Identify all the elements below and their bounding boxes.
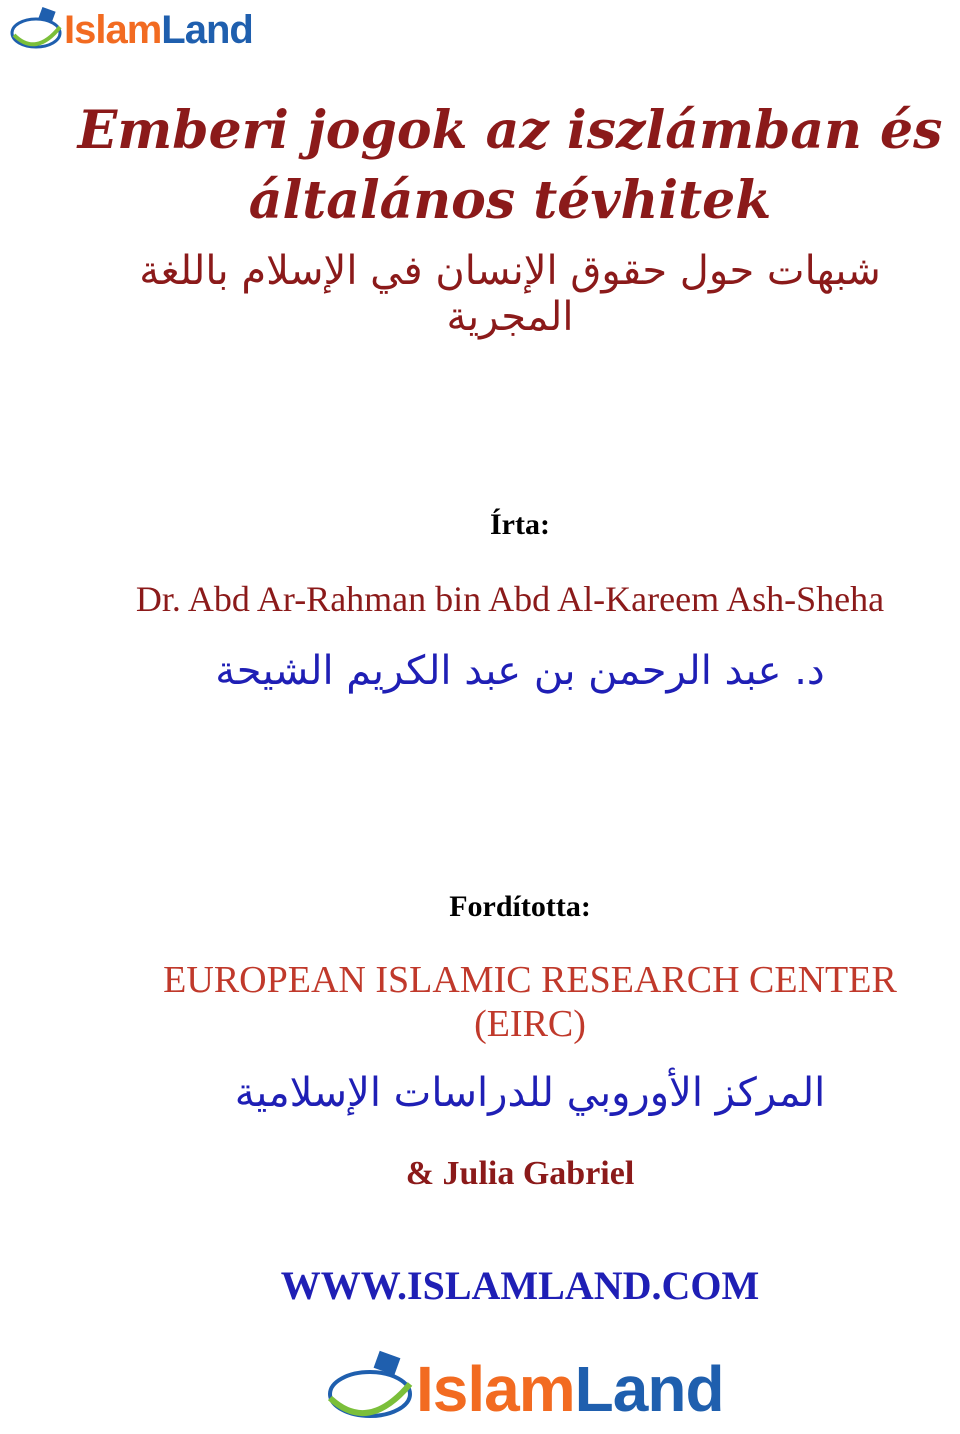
globe-icon [6, 5, 64, 55]
translator-label: Fordította: [449, 890, 591, 923]
title-line-2: általános tévhitek [248, 170, 772, 231]
logo-word-land: Land [574, 1353, 724, 1425]
islamland-logo-bottom [320, 1350, 724, 1428]
co-translator: & Julia Gabriel [405, 1155, 635, 1192]
author-label: Írta: [490, 508, 550, 541]
arabic-author-name: د. عبد الرحمن بن عبد الكريم الشيحة [215, 648, 825, 694]
islamland-logo-top [6, 4, 253, 56]
translator-organization [90, 958, 960, 1046]
title-line-1: Emberi jogok az iszlámban és [77, 100, 943, 161]
logo-word-islam: Islam [64, 7, 162, 52]
globe-icon [320, 1350, 416, 1428]
arabic-title: شبهات حول حقوق الإنسان في الإسلام باللغة المجرية [139, 248, 881, 340]
translator-org-line-2: (EIRC) [474, 1003, 586, 1045]
page-title [60, 96, 960, 236]
website-link[interactable]: WWW.ISLAMLAND.COM [280, 1263, 760, 1308]
logo-word-land: Land [161, 7, 253, 52]
logo-word-islam: Islam [416, 1353, 575, 1425]
translator-org-line-1: EUROPEAN ISLAMIC RESEARCH CENTER [163, 959, 897, 1001]
arabic-organization: المركز الأوروبي للدراسات الإسلامية [234, 1070, 826, 1116]
author-name: Dr. Abd Ar-Rahman bin Abd Al-Kareem Ash-Sheha [135, 579, 885, 619]
